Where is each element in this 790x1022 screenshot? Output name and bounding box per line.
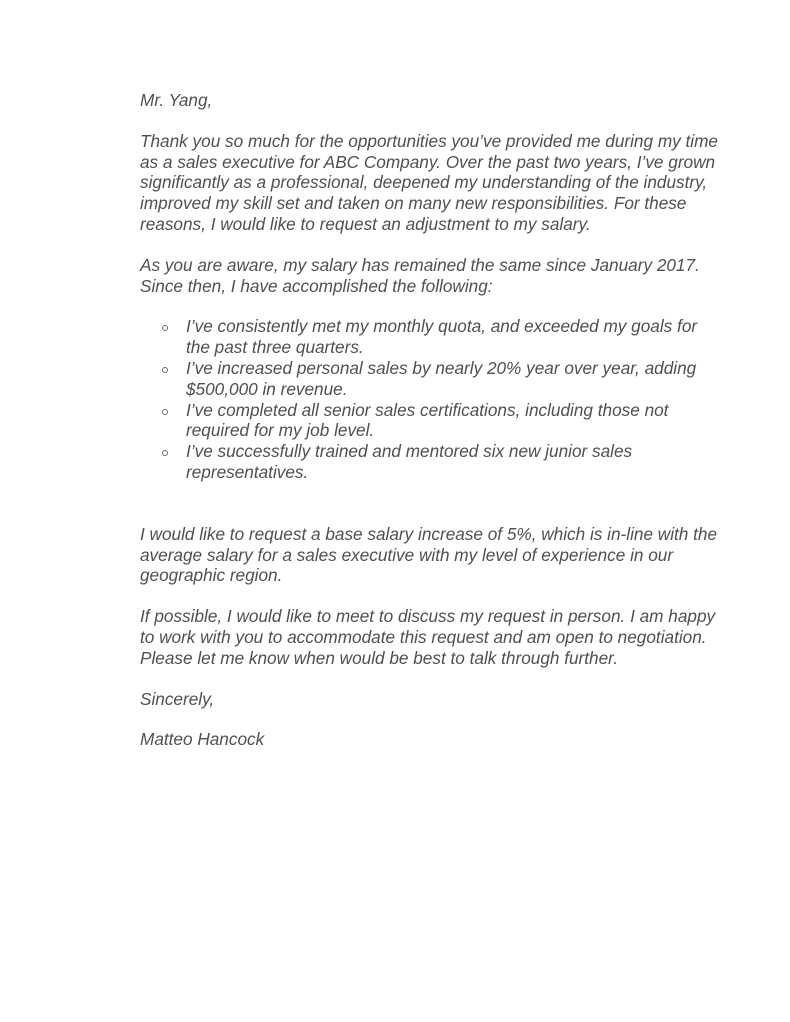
meeting-paragraph: If possible, I would like to meet to discuss my request in person. I am happy to work with you to accommodate this request and am open to negotiation. Please let me know when would be best to talk through further. bbox=[140, 606, 716, 668]
list-item bbox=[186, 441, 720, 483]
context-paragraph: As you are aware, my salary has remained the same since January 2017. Since then, I have accomplished the following: bbox=[140, 254, 700, 296]
list-item bbox=[186, 358, 720, 400]
letter-document bbox=[140, 90, 720, 750]
hollow-bullet-icon bbox=[162, 367, 168, 373]
accomplishments-list bbox=[140, 316, 720, 482]
hollow-bullet-icon bbox=[162, 450, 168, 456]
signature: Matteo Hancock bbox=[140, 729, 265, 750]
hollow-bullet-icon bbox=[162, 325, 168, 331]
list-item bbox=[186, 400, 720, 442]
hollow-bullet-icon bbox=[162, 409, 168, 415]
request-paragraph: I would like to request a base salary increase of 5%, which is in-line with the average salary for a sales executive with my level of experience in our geographic region. bbox=[140, 523, 718, 586]
salutation: Mr. Yang, bbox=[140, 90, 213, 110]
list-item-text: I’ve completed all senior sales certifications, including those not required for my job level. bbox=[186, 399, 669, 441]
list-item-text: I’ve successfully trained and mentored six new junior sales representatives. bbox=[186, 441, 633, 482]
list-item-text: I’ve increased personal sales by nearly 20% year over year, adding $500,000 in revenue. bbox=[186, 357, 697, 399]
list-item bbox=[186, 316, 720, 358]
list-item-text: I’ve consistently met my monthly quota, and exceeded my goals for the past three quarters. bbox=[186, 316, 698, 358]
intro-paragraph: Thank you so much for the opportunities you’ve provided me during my time as a sales executive for ABC Company. Over the past two years, I’ve grown significantly as a professional, deepened my understanding of the industry, improved my skill set and taken on many new responsibilities. For these reasons, I would like to request an adjustment to my salary. bbox=[140, 130, 718, 234]
closing: Sincerely, bbox=[140, 688, 215, 709]
